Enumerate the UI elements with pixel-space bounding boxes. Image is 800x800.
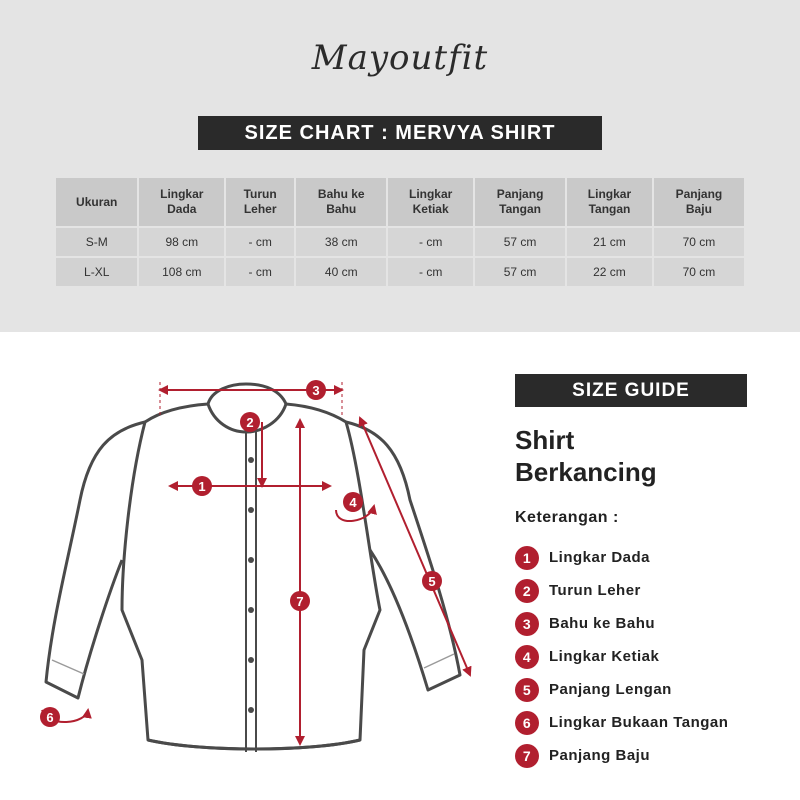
legend-number: 1: [515, 546, 539, 570]
legend-number: 3: [515, 612, 539, 636]
table-cell: 98 cm: [138, 227, 225, 257]
guide-title-line1: Shirt: [515, 425, 575, 455]
legend-label: Lingkar Dada: [549, 549, 651, 566]
table-cell: 70 cm: [653, 257, 745, 287]
legend-label: Panjang Baju: [549, 747, 651, 764]
table-cell: - cm: [225, 227, 295, 257]
table-row: [55, 227, 745, 257]
table-cell: - cm: [225, 257, 295, 287]
svg-text:5: 5: [428, 574, 436, 589]
header-panjang-tangan: Panjang Tangan: [474, 177, 566, 227]
legend-item: [515, 706, 728, 739]
badge-7: [290, 591, 310, 611]
legend-number: 6: [515, 711, 539, 735]
table-cell: 21 cm: [566, 227, 653, 257]
svg-text:2: 2: [246, 415, 254, 430]
legend-label: Panjang Lengan: [549, 681, 672, 698]
legend-item: [515, 574, 728, 607]
badge-5: [422, 571, 442, 591]
table-cell: 108 cm: [138, 257, 225, 287]
guide-title-line2: Berkancing: [515, 457, 657, 487]
table-cell: 57 cm: [474, 227, 566, 257]
table-cell: 22 cm: [566, 257, 653, 287]
legend-label: Lingkar Ketiak: [549, 648, 660, 665]
legend-label: Turun Leher: [549, 582, 641, 599]
guide-subtitle: Keterangan :: [515, 509, 619, 526]
badge-1: [192, 476, 212, 496]
legend-label: Bahu ke Bahu: [549, 615, 656, 632]
legend-item: [515, 640, 728, 673]
badge-3: [306, 380, 326, 400]
table-cell: - cm: [387, 257, 474, 287]
table-cell: S-M: [55, 227, 138, 257]
table-header-row: [55, 177, 745, 227]
table-cell: 40 cm: [295, 257, 387, 287]
size-guide-label: SIZE GUIDE: [515, 374, 747, 407]
table-cell: 70 cm: [653, 227, 745, 257]
svg-text:6: 6: [46, 710, 54, 725]
shirt-diagram: [30, 360, 500, 800]
badge-6: [40, 707, 60, 727]
legend-item: [515, 541, 728, 574]
table-cell: - cm: [387, 227, 474, 257]
badge-4: [343, 492, 363, 512]
legend-item: [515, 739, 728, 772]
table-cell: 57 cm: [474, 257, 566, 287]
header-lingkar-ketiak: Lingkar Ketiak: [387, 177, 474, 227]
shirt-outline: [46, 384, 460, 752]
svg-text:1: 1: [198, 479, 206, 494]
badge-2: [240, 412, 260, 432]
shirt-buttons: [248, 457, 254, 713]
size-chart-panel: [0, 0, 800, 332]
header-bahu-ke-bahu: Bahu ke Bahu: [295, 177, 387, 227]
table-row: [55, 257, 745, 287]
legend-number: 7: [515, 744, 539, 768]
table-cell: 38 cm: [295, 227, 387, 257]
legend-label: Lingkar Bukaan Tangan: [549, 714, 729, 731]
header-panjang-baju: Panjang Baju: [653, 177, 745, 227]
chart-title: SIZE CHART : MERVYA SHIRT: [198, 116, 602, 150]
guide-title: [515, 424, 657, 488]
svg-text:4: 4: [349, 495, 357, 510]
legend-item: [515, 607, 728, 640]
brand-logo: Mayoutfit: [311, 38, 489, 78]
size-table: [54, 176, 746, 288]
header-lingkar-dada: Lingkar Dada: [138, 177, 225, 227]
legend-number: 2: [515, 579, 539, 603]
svg-text:3: 3: [312, 383, 320, 398]
header-lingkar-tangan: Lingkar Tangan: [566, 177, 653, 227]
legend-item: [515, 673, 728, 706]
svg-text:7: 7: [296, 594, 304, 609]
measurement-legend: [515, 541, 728, 772]
header-turun-leher: Turun Leher: [225, 177, 295, 227]
legend-number: 5: [515, 678, 539, 702]
legend-number: 4: [515, 645, 539, 669]
header-ukuran: Ukuran: [55, 177, 138, 227]
table-cell: L-XL: [55, 257, 138, 287]
